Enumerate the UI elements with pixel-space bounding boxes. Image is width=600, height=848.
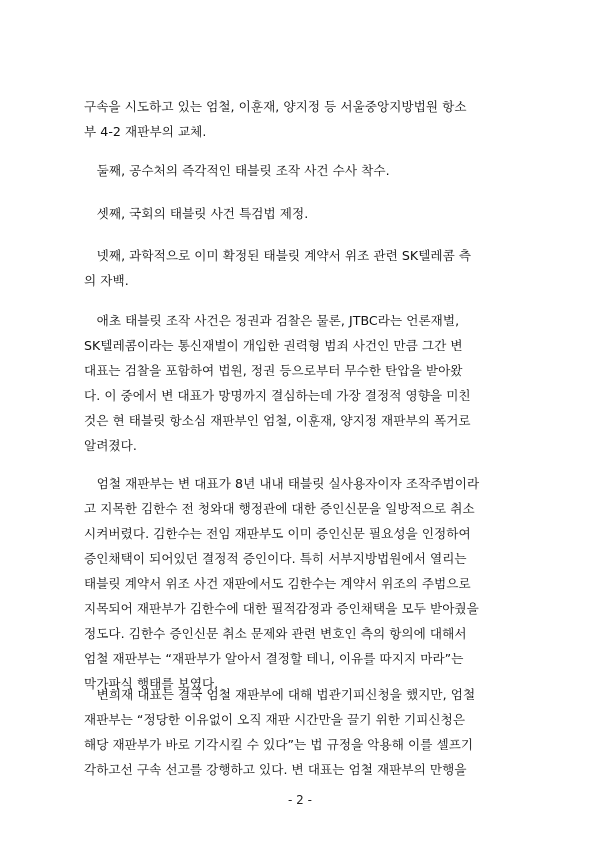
paragraph-1 [84, 94, 524, 144]
text-line: 증인채택이 되어있던 결정적 증인이다. 특히 서부지방법원에서 열리는 [84, 551, 467, 566]
text-line: 둘째, 공수처의 즉각적인 태블릿 조작 사건 수사 착수. [84, 163, 390, 178]
text-line: 알려졌다. [84, 438, 137, 453]
text-line: 다. 이 중에서 변 대표가 망명까지 결심하는데 가장 결정적 영향을 미친 [84, 388, 471, 403]
text-line: 의 자백. [84, 273, 129, 288]
text-line: 대표는 검찰을 포함하여 법원, 정권 등으로부터 무수한 탄압을 받아왔 [84, 363, 463, 378]
paragraph-7 [84, 682, 524, 782]
text-line: 것은 현 태블릿 항소심 재판부인 엄철, 이훈재, 양지정 재판부의 폭거로 [84, 413, 471, 428]
paragraph-2 [84, 158, 524, 183]
text-line: 구속을 시도하고 있는 엄철, 이훈재, 양지정 등 서울중앙지방법원 항소 [84, 99, 467, 114]
text-line: SK텔레콤이라는 통신재벌이 개입한 권력형 범죄 사건인 만큼 그간 변 [84, 338, 463, 353]
page-number: - 2 - [288, 793, 312, 807]
text-line: 막가파식 행태를 보였다. [84, 676, 219, 691]
text-line: 변희재 대표는 결국 엄철 재판부에 대해 법관기피신청을 했지만, 엄철 [84, 687, 476, 702]
text-line: 엄철 재판부는 변 대표가 8년 내내 태블릿 실사용자이자 조작주범이라 [84, 476, 480, 491]
text-line: 각하고선 구속 선고를 강행하고 있다. 변 대표는 엄철 재판부의 만행을 [84, 762, 467, 777]
text-line: 넷째, 과학적으로 이미 확정된 태블릿 계약서 위조 관련 SK텔레콤 측 [84, 248, 472, 263]
paragraph-5 [84, 308, 524, 458]
paragraph-4 [84, 243, 524, 293]
text-line: 지목되어 재판부가 김한수에 대한 필적감정과 증인채택을 모두 받아줬을 [84, 601, 479, 616]
text-line: 해당 재판부가 바로 기각시킬 수 있다”는 법 규정을 악용해 이를 셀프기 [84, 737, 474, 752]
text-line: 애초 태블릿 조작 사건은 정권과 검찰은 물론, JTBC라는 언론재벌, [84, 313, 460, 328]
text-line: 셋째, 국회의 태블릿 사건 특검법 제정. [84, 206, 309, 221]
paragraph-6 [84, 471, 524, 696]
paragraph-3 [84, 201, 524, 226]
text-line: 시켜버렸다. 김한수는 전임 재판부도 이미 증인신문 필요성을 인정하여 [84, 526, 471, 541]
text-line: 태블릿 계약서 위조 사건 재판에서도 김한수는 계약서 위조의 주범으로 [84, 576, 471, 591]
text-line: 정도다. 김한수 증인신문 취소 문제와 관련 변호인 측의 항의에 대해서 [84, 626, 467, 641]
text-line: 부 4-2 재판부의 교체. [84, 124, 207, 139]
text-line: 엄철 재판부는 “재판부가 알아서 결정할 테니, 이유를 따지지 마라”는 [84, 651, 464, 666]
text-line: 고 지목한 김한수 전 청와대 행정관에 대한 증인신문을 일방적으로 취소 [84, 501, 475, 516]
text-line: 재판부는 “정당한 이유없이 오직 재판 시간만을 끌기 위한 기피신청은 [84, 712, 466, 727]
